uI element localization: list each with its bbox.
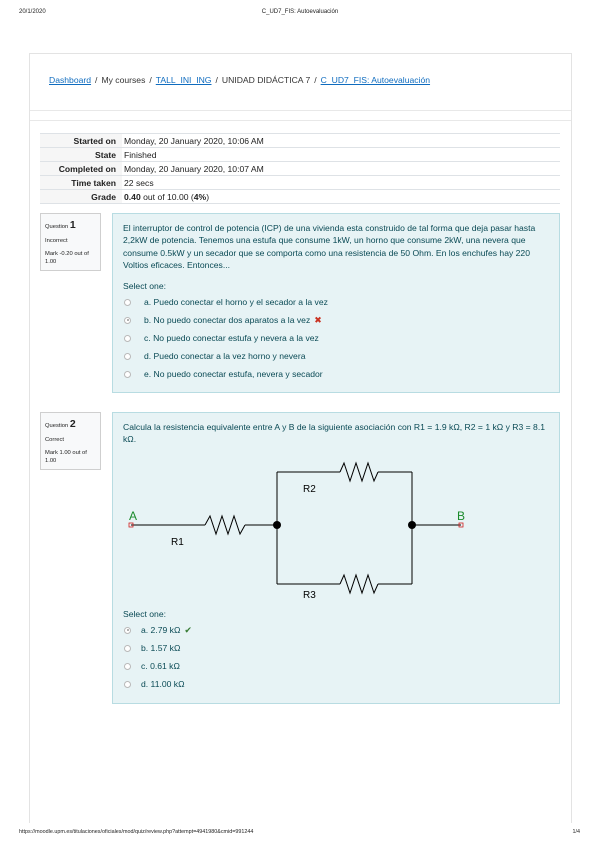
resistor-r2-icon	[340, 463, 378, 481]
summary-value: Monday, 20 January 2020, 10:07 AM	[122, 162, 560, 176]
question-info-2	[40, 412, 101, 470]
resistor-r3-icon	[340, 575, 378, 593]
label-b: B	[457, 508, 466, 523]
cross-icon: ✖	[314, 314, 322, 325]
circuit-diagram	[125, 450, 475, 598]
summary-row-time	[40, 176, 560, 190]
question-text: Calcula la resistencia equivalente entre A y B de la siguiente asociación con R1 = 1.9 kΩ, R2 = 1 kΩ y R3 = 8.1 kΩ.	[123, 422, 546, 445]
answer-option-selected[interactable]	[123, 311, 549, 329]
summary-value: Finished	[122, 148, 560, 162]
radio-button[interactable]	[124, 681, 131, 688]
radio-button[interactable]	[124, 371, 131, 378]
answer-label: d. 11.00 kΩ	[141, 679, 185, 690]
grade-close: )	[206, 191, 210, 202]
select-one-label: Select one:	[123, 280, 166, 291]
radio-button[interactable]	[124, 299, 131, 306]
breadcrumb-unit[interactable]: UNIDAD DIDÁCTICA 7	[221, 75, 311, 85]
question-content-1	[112, 213, 560, 393]
print-title: C_UD7_FIS: Autoevaluación	[261, 9, 339, 15]
radio-button[interactable]	[124, 353, 131, 360]
answer-label: e. No puedo conectar estufa, nevera y secador	[144, 369, 323, 380]
question-prefix: Question	[45, 224, 69, 230]
resistor-r1-icon	[205, 516, 245, 534]
answer-label: c. 0.61 kΩ	[141, 661, 180, 672]
question-prefix: Question	[45, 423, 69, 429]
breadcrumb-my-courses[interactable]: My courses	[101, 75, 146, 85]
answer-option[interactable]	[123, 329, 549, 347]
label-a: A	[129, 508, 138, 523]
answer-label: d. Puedo conectar a la vez horno y nevera	[144, 351, 306, 362]
summary-row-grade	[40, 190, 560, 204]
question-mark: Mark 1.00 out of 1.00	[45, 449, 87, 464]
answer-option[interactable]	[123, 675, 549, 693]
question-text: El interruptor de control de potencia (ICP) de una vivienda esta construido de tal forma que deja pasar hasta 2,2kW de potencia. Tenemos una estufa que consume 1kW, un horno que consume 2kW, una nevera que consume 0.5kW y un secador que se comporta como una resistencia de 50 Ohm. En los enchufes hay 220 Voltios eficaces. Entonces...	[123, 223, 536, 271]
radio-button-selected[interactable]	[124, 627, 131, 634]
grade-out-of: out of 10.00 (	[140, 191, 194, 202]
answer-option-selected[interactable]	[123, 621, 549, 639]
attempt-summary-table	[40, 133, 560, 204]
label-r2: R2	[303, 483, 316, 495]
grade-percent: 4%	[193, 191, 207, 202]
radio-button-selected[interactable]	[124, 317, 131, 324]
question-state: Incorrect	[45, 238, 68, 245]
summary-value: 22 secs	[122, 176, 560, 190]
junction-node	[273, 521, 281, 529]
print-url: https://moodle.upm.es/titulaciones/oficiales/mod/quiz/review.php?attempt=4941980&cmid=991244	[19, 829, 254, 835]
radio-button[interactable]	[124, 645, 131, 652]
breadcrumb-separator: /	[215, 75, 218, 85]
summary-row-started	[40, 134, 560, 148]
grade-score: 0.40	[124, 191, 141, 202]
summary-grade-value	[122, 190, 560, 204]
breadcrumb	[49, 75, 430, 85]
check-icon: ✔	[184, 624, 192, 635]
answer-list	[123, 621, 549, 693]
summary-value: Monday, 20 January 2020, 10:06 AM	[122, 134, 560, 148]
question-mark: Mark -0.20 out of 1.00	[45, 250, 89, 265]
question-content-2	[112, 412, 560, 704]
answer-label: a. Puedo conectar el horno y el secador a la vez	[144, 297, 328, 308]
print-page-number: 1/4	[572, 829, 580, 835]
answer-label: b. No puedo conectar dos aparatos a la vez	[144, 315, 311, 326]
answer-label: c. No puedo conectar estufa y nevera a la vez	[144, 333, 319, 344]
radio-button[interactable]	[124, 663, 131, 670]
summary-row-state	[40, 148, 560, 162]
breadcrumb-dashboard[interactable]: Dashboard	[49, 75, 92, 85]
radio-button[interactable]	[124, 335, 131, 342]
breadcrumb-separator: /	[149, 75, 152, 85]
summary-label: State	[40, 148, 122, 162]
breadcrumb-separator: /	[95, 75, 98, 85]
answer-option[interactable]	[123, 657, 549, 675]
answer-list	[123, 293, 549, 383]
label-r3: R3	[303, 589, 316, 598]
junction-node	[408, 521, 416, 529]
summary-label: Time taken	[40, 176, 122, 190]
label-r1: R1	[171, 536, 184, 548]
answer-label: b. 1.57 kΩ	[141, 643, 181, 654]
summary-label: Grade	[40, 190, 122, 204]
question-info-1	[40, 213, 101, 271]
breadcrumb-separator: /	[314, 75, 317, 85]
answer-label: a. 2.79 kΩ	[141, 625, 181, 636]
question-number: 2	[69, 418, 76, 430]
answer-option[interactable]	[123, 293, 549, 311]
question-state: Correct	[45, 437, 65, 444]
breadcrumb-bar	[30, 55, 571, 111]
breadcrumb-quiz[interactable]: C_UD7_FIS: Autoevaluación	[320, 75, 431, 85]
answer-option[interactable]	[123, 365, 549, 383]
print-date: 20/1/2020	[19, 9, 46, 15]
summary-row-completed	[40, 162, 560, 176]
answer-option[interactable]	[123, 347, 549, 365]
answer-option[interactable]	[123, 639, 549, 657]
question-number: 1	[69, 219, 76, 231]
select-one-label: Select one:	[123, 608, 166, 619]
summary-label: Started on	[40, 134, 122, 148]
breadcrumb-course[interactable]: TALL_INI_ING	[155, 75, 212, 85]
summary-label: Completed on	[40, 162, 122, 176]
